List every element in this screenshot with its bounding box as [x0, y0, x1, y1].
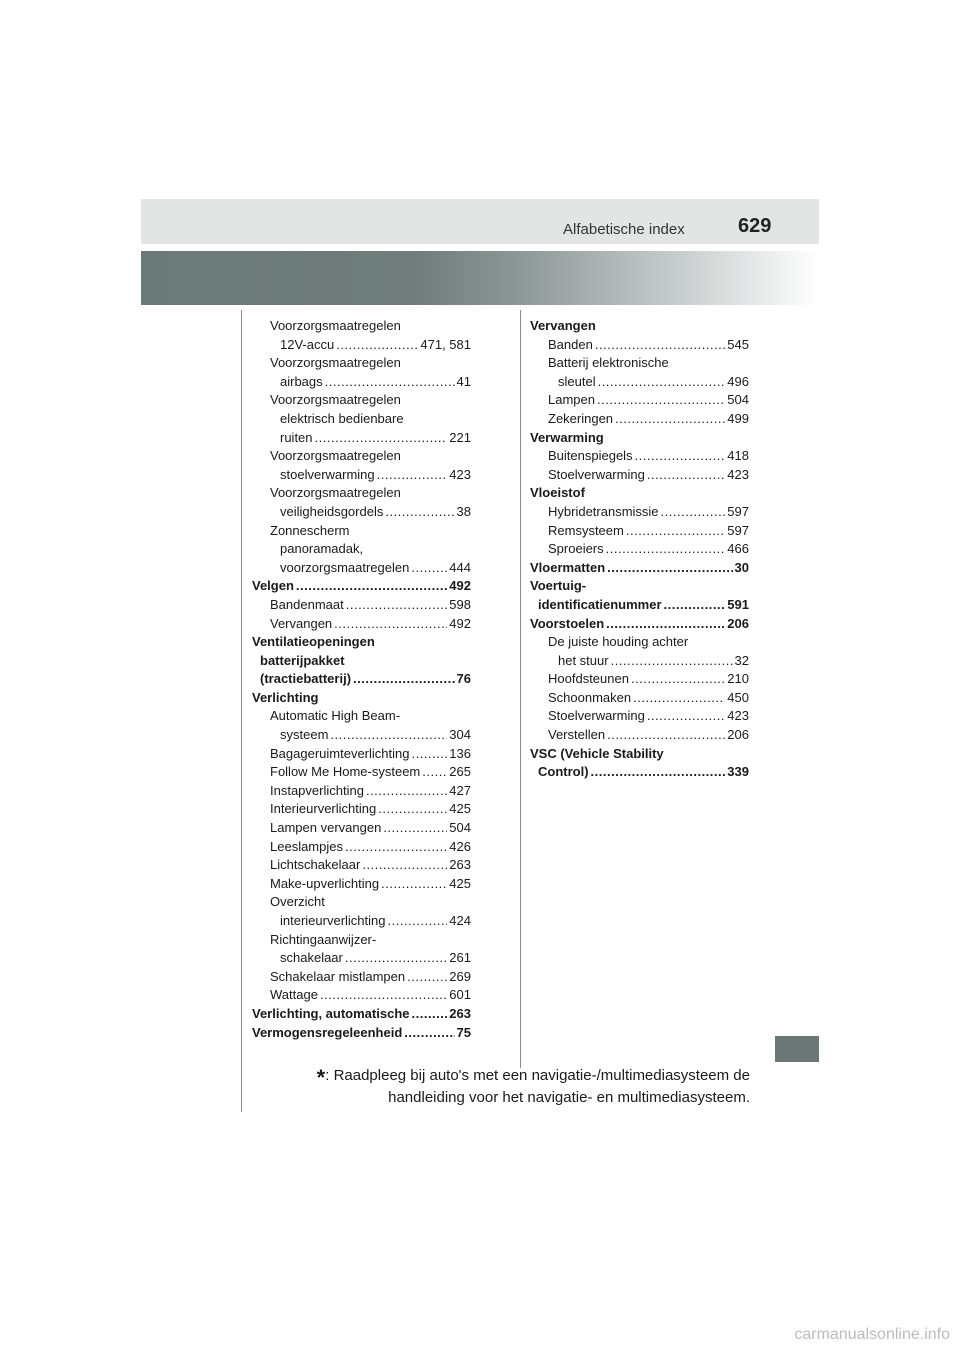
- index-entry-text: Voorstoelen: [530, 615, 605, 631]
- index-entry-page: 426: [449, 838, 471, 854]
- index-entry: [252, 484, 471, 503]
- dot-leader: [336, 336, 418, 355]
- index-entry: [530, 577, 749, 596]
- index-entry-text: Bandenmaat: [270, 596, 344, 612]
- index-entry-text: Vloermatten: [530, 559, 606, 575]
- dot-leader: [366, 782, 447, 801]
- index-entry-text: voorzorgsmaatregelen: [280, 559, 410, 575]
- index-entry: [530, 354, 749, 373]
- dot-leader: [320, 986, 447, 1005]
- dot-leader: [595, 336, 725, 355]
- dot-leader: [422, 763, 447, 782]
- index-entry-page: 263: [449, 857, 471, 873]
- index-entry-text: Hybridetransmissie: [548, 503, 659, 519]
- index-entry-text: Voorzorgsmaatregelen: [270, 355, 401, 371]
- index-entry-text: batterijpakket: [260, 652, 345, 668]
- index-entry-text: Lampen vervangen: [270, 820, 382, 836]
- index-entry-page: 450: [727, 689, 749, 705]
- index-entry-page: 261: [449, 950, 471, 966]
- index-entry-page: 597: [727, 503, 749, 519]
- index-entry: [252, 875, 471, 894]
- index-entry: [252, 893, 471, 912]
- dot-leader: [661, 503, 726, 522]
- index-entry-text: ruiten: [280, 429, 313, 445]
- index-entry-text: Lampen: [548, 392, 595, 408]
- index-entry-page: 597: [727, 522, 749, 538]
- index-entry: [252, 540, 471, 559]
- index-entry: [252, 633, 471, 652]
- index-entry-text: schakelaar: [280, 950, 343, 966]
- index-entry: [530, 447, 749, 466]
- index-entry: [252, 317, 471, 336]
- index-entry: [530, 540, 749, 559]
- index-entry: [252, 986, 471, 1005]
- dot-leader: [346, 596, 448, 615]
- index-entry-text: Leeslampjes: [270, 838, 343, 854]
- dot-leader: [385, 503, 454, 522]
- index-entry-page: 545: [727, 336, 749, 352]
- index-entry-page: 339: [727, 764, 749, 780]
- dot-leader: [635, 447, 726, 466]
- index-entry-page: 304: [449, 727, 471, 743]
- index-entry: [252, 949, 471, 968]
- footnote-line-2: handleiding voor het navigatie- en multimediasysteem.: [388, 1089, 750, 1106]
- index-entry-text: Vermogensregeleenheid: [252, 1024, 403, 1040]
- dot-leader: [411, 559, 447, 578]
- index-entry: [530, 503, 749, 522]
- index-entry-page: 41: [456, 373, 471, 389]
- index-entry-page: 601: [449, 987, 471, 1003]
- header-gradient-band: [141, 251, 819, 305]
- dot-leader: [633, 689, 725, 708]
- index-entry: [530, 336, 749, 355]
- index-entry: [252, 447, 471, 466]
- dot-leader: [377, 466, 448, 485]
- index-entry-text: Batterij elektronische: [548, 355, 669, 371]
- index-entry: [530, 633, 749, 652]
- dot-leader: [353, 670, 455, 689]
- page-number: 629: [738, 215, 772, 237]
- index-entry: [252, 1024, 471, 1043]
- index-entry-page: 221: [449, 429, 471, 445]
- index-entry-page: 423: [449, 466, 471, 482]
- index-entry-text: Stoelverwarming: [548, 466, 645, 482]
- index-entry-text: Make-upverlichting: [270, 875, 380, 891]
- index-entry-text: Zekeringen: [548, 410, 614, 426]
- index-entry-page: 424: [449, 913, 471, 928]
- index-entry: [252, 503, 471, 522]
- dot-leader: [383, 819, 447, 838]
- index-entry-text: Vervangen: [270, 615, 333, 631]
- index-entry: [530, 596, 749, 615]
- dot-leader: [607, 559, 732, 578]
- dot-leader: [611, 652, 733, 671]
- index-entry: [252, 819, 471, 838]
- index-entry: [252, 373, 471, 392]
- index-entry-text: veiligheidsgordels: [280, 503, 384, 519]
- index-entry: [530, 689, 749, 708]
- index-column-right: [530, 317, 749, 782]
- index-entry: [530, 615, 749, 634]
- index-entry-page: 504: [727, 392, 749, 408]
- index-entry-text: het stuur: [558, 652, 609, 668]
- index-entry-page: 471, 581: [420, 336, 471, 352]
- index-entry: [252, 838, 471, 857]
- dot-leader: [631, 670, 725, 689]
- index-entry-page: 76: [456, 671, 471, 687]
- index-entry-page: 499: [727, 410, 749, 426]
- index-entry-text: Voorzorgsmaatregelen: [270, 448, 401, 464]
- index-entry: [252, 912, 471, 931]
- dot-leader: [334, 615, 447, 634]
- index-entry: [252, 745, 471, 764]
- index-entry: [530, 726, 749, 745]
- index-entry-text: Control): [538, 764, 589, 780]
- dot-leader: [388, 912, 448, 931]
- dot-leader: [412, 1005, 448, 1024]
- index-entry: [252, 670, 471, 689]
- index-entry: [530, 373, 749, 392]
- index-entry: [252, 466, 471, 485]
- index-entry-text: Voorzorgsmaatregelen: [270, 485, 401, 501]
- page-title: Alfabetische index: [563, 221, 685, 238]
- index-entry: [252, 429, 471, 448]
- index-entry: [530, 466, 749, 485]
- index-entry-page: 427: [449, 782, 471, 798]
- index-entry: [530, 429, 749, 448]
- index-entry-text: identificatienummer: [538, 596, 662, 612]
- index-entry-page: 591: [727, 596, 749, 612]
- index-entry: [252, 726, 471, 745]
- index-entry-text: Velgen: [252, 578, 294, 594]
- index-entry-text: stoelverwarming: [280, 466, 375, 482]
- index-entry-page: 265: [449, 764, 471, 780]
- index-entry-text: Verlichting, automatische: [252, 1005, 410, 1021]
- index-entry-page: 425: [449, 875, 471, 891]
- dot-leader: [345, 949, 447, 968]
- index-entry-text: Bagageruimteverlichting: [270, 745, 410, 761]
- index-entry-page: 444: [449, 559, 471, 575]
- index-entry-page: 206: [727, 727, 749, 743]
- index-entry-page: 75: [456, 1024, 471, 1040]
- index-entry-page: 136: [449, 745, 471, 761]
- dot-leader: [325, 373, 455, 392]
- dot-leader: [315, 429, 448, 448]
- index-entry-text: Lichtschakelaar: [270, 857, 361, 873]
- index-entry-text: Voorzorgsmaatregelen: [270, 392, 401, 408]
- index-entry-page: 269: [449, 968, 471, 984]
- index-entry-text: (tractiebatterij): [260, 671, 352, 687]
- watermark: carmanualsonline.info: [794, 1326, 950, 1343]
- index-entry-text: Richtingaanwijzer-: [270, 931, 377, 947]
- index-entry-text: Interieurverlichting: [270, 801, 377, 817]
- dot-leader: [330, 726, 447, 745]
- index-entry-page: 598: [449, 596, 471, 612]
- index-entry: [252, 652, 471, 671]
- index-entry-text: sleutel: [558, 373, 596, 389]
- index-entry-text: Banden: [548, 336, 593, 352]
- dot-leader: [647, 707, 725, 726]
- index-entry-text: Hoofdsteunen: [548, 671, 629, 687]
- index-entry: [252, 968, 471, 987]
- dot-leader: [296, 577, 447, 596]
- dot-leader: [411, 745, 447, 764]
- index-entry-page: 423: [727, 708, 749, 724]
- dot-leader: [647, 466, 725, 485]
- index-entry-page: 32: [734, 652, 749, 668]
- index-entry-text: Voorzorgsmaatregelen: [270, 318, 401, 333]
- index-entry: [252, 522, 471, 541]
- index-entry: [530, 559, 749, 578]
- index-entry: [252, 577, 471, 596]
- index-entry: [252, 336, 471, 355]
- dot-leader: [381, 875, 447, 894]
- index-entry: [252, 559, 471, 578]
- index-entry-page: 496: [727, 373, 749, 389]
- dot-leader: [664, 596, 726, 615]
- index-entry-text: airbags: [280, 373, 323, 389]
- index-entry-text: De juiste houding achter: [548, 634, 689, 650]
- index-entry: [530, 763, 749, 782]
- index-entry-text: Remsysteem: [548, 522, 624, 538]
- index-entry: [252, 689, 471, 708]
- index-entry-text: Automatic High Beam-: [270, 708, 401, 724]
- index-entry-text: Buitenspiegels: [548, 448, 633, 464]
- index-entry-page: 418: [727, 448, 749, 464]
- index-entry-text: Ventilatieopeningen: [252, 634, 375, 650]
- index-entry: [530, 652, 749, 671]
- index-entry: [252, 410, 471, 429]
- index-entry-text: interieurverlichting: [280, 913, 386, 928]
- index-entry: [530, 707, 749, 726]
- index-entry: [252, 596, 471, 615]
- footnote-line-1: : Raadpleeg bij auto's met een navigatie-/multimediasysteem de: [325, 1067, 750, 1084]
- index-entry-text: Stoelverwarming: [548, 708, 645, 724]
- dot-leader: [378, 800, 447, 819]
- dot-leader: [626, 522, 725, 541]
- index-entry: [252, 354, 471, 373]
- dot-leader: [362, 856, 447, 875]
- index-entry: [252, 391, 471, 410]
- index-entry-text: Schakelaar mistlampen: [270, 968, 406, 984]
- footnote-marker: *: [316, 1065, 326, 1090]
- index-entry-page: 492: [449, 578, 471, 594]
- index-entry-page: 504: [449, 820, 471, 836]
- section-tab-marker: [775, 1036, 819, 1062]
- index-entry: [530, 391, 749, 410]
- index-entry: [530, 317, 749, 336]
- index-entry: [530, 410, 749, 429]
- index-entry-text: elektrisch bedienbare: [280, 410, 404, 426]
- index-entry-text: Vervangen: [530, 318, 596, 333]
- index-entry: [252, 931, 471, 950]
- index-entry-text: Schoonmaken: [548, 689, 632, 705]
- dot-leader: [597, 391, 725, 410]
- index-entry-text: Overzicht: [270, 894, 325, 910]
- dot-leader: [606, 540, 726, 559]
- index-entry-text: panoramadak,: [280, 541, 364, 557]
- index-entry-text: Follow Me Home-systeem: [270, 764, 421, 780]
- index-entry: [530, 670, 749, 689]
- dot-leader: [606, 615, 725, 634]
- index-entry-page: 38: [456, 503, 471, 519]
- dot-leader: [591, 763, 726, 782]
- index-entry: [252, 707, 471, 726]
- index-entry-text: Vloeistof: [530, 485, 585, 501]
- index-entry-text: Wattage: [270, 987, 318, 1003]
- index-entry: [252, 763, 471, 782]
- index-entry: [252, 856, 471, 875]
- dot-leader: [607, 726, 725, 745]
- dot-leader: [407, 968, 447, 987]
- index-entry: [252, 1005, 471, 1024]
- index-entry-page: 206: [727, 615, 749, 631]
- index-entry-page: 466: [727, 541, 749, 557]
- dot-leader: [615, 410, 725, 429]
- index-entry-page: 492: [449, 615, 471, 631]
- index-entry: [530, 745, 749, 764]
- index-entry-text: Zonnescherm: [270, 522, 350, 538]
- index-entry: [530, 484, 749, 503]
- index-entry-page: 263: [449, 1005, 471, 1021]
- dot-leader: [345, 838, 447, 857]
- index-entry: [252, 615, 471, 634]
- index-entry-page: 423: [727, 466, 749, 482]
- index-entry-text: Verstellen: [548, 727, 606, 743]
- index-entry: [252, 800, 471, 819]
- index-entry: [252, 782, 471, 801]
- index-entry-text: 12V-accu: [280, 336, 335, 352]
- index-entry-text: Verlichting: [252, 689, 319, 705]
- index-entry-page: 425: [449, 801, 471, 817]
- index-entry-page: 30: [734, 559, 749, 575]
- dot-leader: [598, 373, 726, 392]
- index-entry-text: Instapverlichting: [270, 782, 364, 798]
- footnote: [300, 1066, 750, 1108]
- index-entry-text: VSC (Vehicle Stability: [530, 745, 664, 761]
- index-entry-page: 210: [727, 671, 749, 687]
- index-entry-text: Voertuig-: [530, 578, 587, 594]
- index-entry-text: Sproeiers: [548, 541, 604, 557]
- index-entry-text: Verwarming: [530, 429, 604, 445]
- header-bar: [141, 199, 819, 244]
- index-column-left: [252, 317, 471, 1042]
- index-entry-text: systeem: [280, 727, 329, 743]
- left-margin-rule: [241, 310, 242, 1112]
- dot-leader: [404, 1024, 454, 1043]
- column-divider: [520, 310, 521, 1068]
- index-entry: [530, 522, 749, 541]
